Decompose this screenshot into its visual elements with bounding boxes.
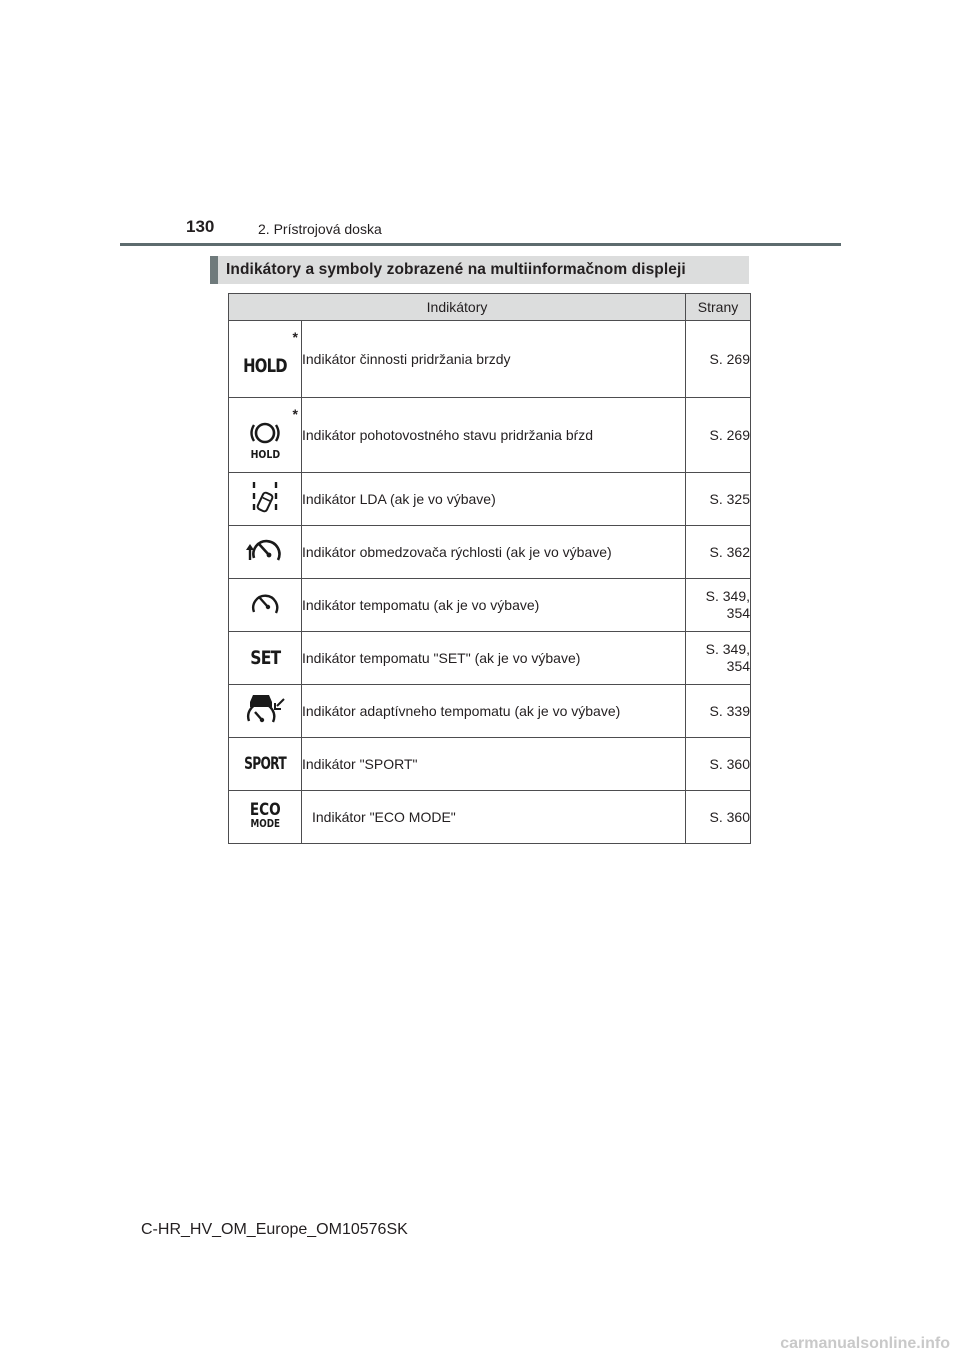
column-header-pages: Strany bbox=[686, 294, 751, 321]
page-reference-line: 354 bbox=[726, 605, 751, 621]
eco-label: ECO bbox=[249, 800, 281, 820]
page-reference: S. 269 bbox=[686, 398, 751, 473]
page-reference: S. 339 bbox=[686, 685, 751, 738]
mode-label: MODE bbox=[250, 817, 280, 830]
page-reference: S. 360 bbox=[686, 738, 751, 791]
brake-hold-standby-icon bbox=[248, 420, 283, 461]
icon-cell bbox=[229, 632, 302, 685]
indicator-description: Indikátor LDA (ak je vo výbave) bbox=[302, 473, 686, 526]
indicator-description: Indikátor "ECO MODE" bbox=[302, 791, 686, 844]
chapter-title: 2. Prístrojová doska bbox=[258, 221, 382, 237]
indicator-description: Indikátor tempomatu "SET" (ak je vo výbave) bbox=[302, 632, 686, 685]
watermark: carmanualsonline.info bbox=[780, 1335, 950, 1352]
asterisk: * bbox=[292, 329, 298, 345]
table-row bbox=[229, 473, 751, 526]
indicator-description: Indikátor pohotovostného stavu pridržania bŕzd bbox=[302, 398, 686, 473]
page-reference-line: S. 349, bbox=[705, 588, 751, 604]
cruise-control-icon bbox=[249, 589, 281, 622]
indicator-description: Indikátor "SPORT" bbox=[302, 738, 686, 791]
table-row bbox=[229, 632, 751, 685]
icon-cell bbox=[229, 579, 302, 632]
table-header-row bbox=[229, 294, 751, 321]
asterisk: * bbox=[292, 406, 298, 422]
table-row bbox=[229, 579, 751, 632]
icon-cell bbox=[229, 526, 302, 579]
eco-mode-icon bbox=[249, 800, 281, 831]
icon-cell bbox=[229, 791, 302, 844]
column-header-indicators: Indikátory bbox=[229, 294, 686, 321]
table-row bbox=[229, 738, 751, 791]
hold-label: HOLD bbox=[250, 447, 280, 461]
table-row bbox=[229, 398, 751, 473]
table-row bbox=[229, 685, 751, 738]
sport-mode-icon: SPORT bbox=[244, 754, 286, 774]
indicator-description: Indikátor obmedzovača rýchlosti (ak je vo výbave) bbox=[302, 526, 686, 579]
header-rule bbox=[120, 243, 841, 246]
page-reference: S. 269 bbox=[686, 321, 751, 398]
lane-departure-alert-icon bbox=[249, 480, 281, 519]
table-row bbox=[229, 526, 751, 579]
icon-cell bbox=[229, 685, 302, 738]
table-row bbox=[229, 321, 751, 398]
indicator-description: Indikátor činnosti pridržania brzdy bbox=[302, 321, 686, 398]
icon-cell bbox=[229, 473, 302, 526]
icon-cell bbox=[229, 738, 302, 791]
page-reference: S. 325 bbox=[686, 473, 751, 526]
document-code: C-HR_HV_OM_Europe_OM10576SK bbox=[141, 1221, 408, 1238]
page-number: 130 bbox=[186, 217, 215, 236]
set-text-icon: SET bbox=[249, 647, 281, 669]
icon-cell bbox=[229, 398, 302, 473]
page-reference-line: 354 bbox=[726, 658, 751, 674]
icon-cell bbox=[229, 321, 302, 398]
page-reference bbox=[686, 579, 751, 632]
hold-text-icon: HOLD bbox=[243, 355, 287, 377]
indicators-table bbox=[228, 293, 751, 844]
adaptive-cruise-control-icon bbox=[243, 692, 287, 731]
page-reference: S. 360 bbox=[686, 791, 751, 844]
page-reference bbox=[686, 632, 751, 685]
indicator-description: Indikátor tempomatu (ak je vo výbave) bbox=[302, 579, 686, 632]
page-reference-line: S. 349, bbox=[705, 641, 751, 657]
table-row bbox=[229, 791, 751, 844]
indicator-description: Indikátor adaptívneho tempomatu (ak je vo výbave) bbox=[302, 685, 686, 738]
page-reference: S. 362 bbox=[686, 526, 751, 579]
speed-limiter-icon bbox=[245, 534, 285, 571]
section-heading: Indikátory a symboly zobrazené na multiinformačnom displeji bbox=[210, 256, 749, 284]
